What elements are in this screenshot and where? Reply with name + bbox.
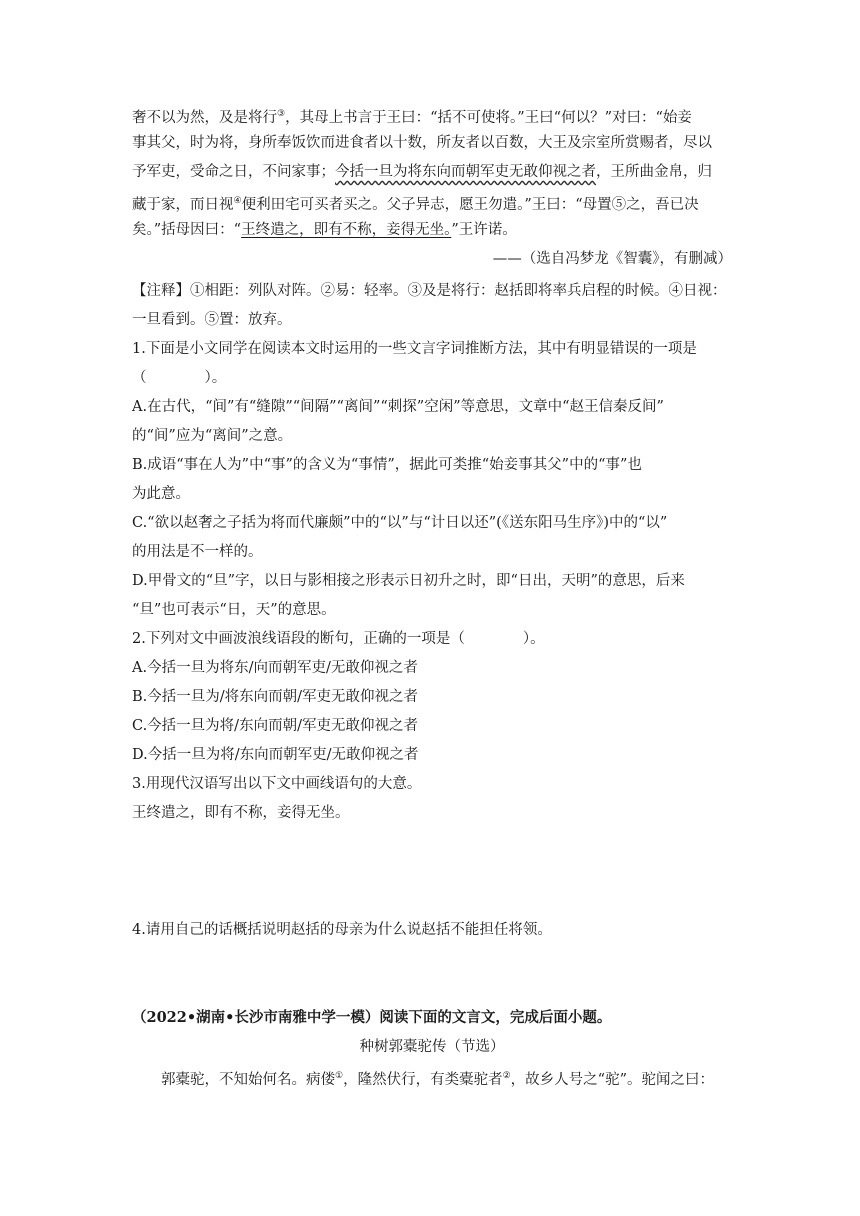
underlined-sentence: 王终遣之，即有不称，妾得无坐。 xyxy=(241,222,452,238)
question-1-option-c-cont: 的用法是不一样的。 xyxy=(132,544,263,560)
footnote-mark: ① xyxy=(335,1071,344,1081)
wavy-underlined-sentence: 今括一旦为将东向而朝军吏无敢仰视之者 xyxy=(335,164,596,180)
question-1-stem: 1.下面是小文同学在阅读本文时运用的一些文言字词推断方法，其中有明显错误的一项是 xyxy=(132,341,697,357)
question-2-option-a: A.今括一旦为将东/向而朝军吏/无敢仰视之者 xyxy=(132,660,418,676)
footnote-mark: ④ xyxy=(233,196,242,206)
question-1-option-d: D.甲骨文的“旦”字，以日与影相接之形表示日初升之时，即“日出，天明”的意思，后来 xyxy=(132,573,685,589)
question-1-option-a: A.在古代，“间”有“缝隙”“间隔”“离间”“刺探”空闲”等意思，文章中“赵王信秦反间” xyxy=(132,399,664,415)
footnote-mark: ③ xyxy=(277,109,286,119)
question-2-option-c: C.今括一旦为将/东向而朝/军吏无敢仰视之者 xyxy=(132,718,418,734)
question-2-stem: 2.下列对文中画波浪线语段的断句，正确的一项是（ ）。 xyxy=(132,631,545,647)
passage-line-4: 藏于家，而日视④便利田宅可买者买之。父子异志，愿王勿遣。”王曰：“母置⑤之，吾已决 xyxy=(132,196,699,213)
question-2-option-d: D.今括一旦为将/东向而朝军吏/无敢仰视之者 xyxy=(132,747,419,763)
passage-line-1: 奢不以为然，及是将行③，其母上书言于王曰：“括不可使将。”王曰“何以？”对曰：“始妾 xyxy=(132,109,692,126)
question-2-option-b: B.今括一旦为/将东向而朝/军吏无敢仰视之者 xyxy=(132,689,419,705)
question-1-option-b: B.成语“事在人为”中“事”的含义为“事情”，据此可类推“始妾事其父”中的“事”也 xyxy=(132,457,642,473)
question-1-blank: （ ）。 xyxy=(132,370,227,386)
next-passage-first-line: 郭橐驼，不知始何名。病偻①，隆然伏行，有类橐驼者②，故乡人号之“驼”。驼闻之曰： xyxy=(161,1071,714,1088)
question-1-option-b-cont: 为此意。 xyxy=(132,486,190,502)
question-4-stem: 4.请用自己的话概括说明赵括的母亲为什么说赵括不能担任将领。 xyxy=(132,922,552,938)
question-3-quote: 王终遣之，即有不称，妾得无坐。 xyxy=(132,805,350,821)
footnote-mark: ② xyxy=(502,1071,511,1081)
notes-line-1: 【注释】①相距：列队对阵。②易：轻率。③及是将行：赵括即将率兵启程的时候。④日视： xyxy=(132,283,727,299)
passage-line-3: 予军吏，受命之日，不问家事；今括一旦为将东向而朝军吏无敢仰视之者，王所曲金帛，归 xyxy=(132,164,712,180)
passage-line-2: 事其父，时为将，身所奉饭饮而进食者以十数，所友者以百数，大王及宗室所赏赐者，尽以 xyxy=(132,135,712,151)
question-3-stem: 3.用现代汉语写出以下文中画线语句的大意。 xyxy=(132,776,422,792)
source-citation: ——（选自冯梦龙《智囊》，有删减） xyxy=(492,251,732,267)
passage-line-5: 矣。”括母因曰：“王终遣之，即有不称，妾得无坐。”王许诺。 xyxy=(132,222,517,238)
question-1-option-d-cont: “旦”也可表示“日，天”的意思。 xyxy=(132,602,336,618)
question-1-option-c: C.“欲以赵奢之子括为将而代廉颇”中的“以”与“计日以还”(《送东阳马生序》)中的“以” xyxy=(132,515,668,531)
notes-line-2: 一旦看到。⑤置：放弃。 xyxy=(132,312,292,328)
next-passage-title: 种树郭橐驼传（节选） xyxy=(359,1039,505,1055)
question-1-option-a-cont: 的“间”应为“离间”之意。 xyxy=(132,428,293,444)
next-passage-heading: （2022•湖南•长沙市南雅中学一模）阅读下面的文言文，完成后面小题。 xyxy=(132,1009,612,1026)
